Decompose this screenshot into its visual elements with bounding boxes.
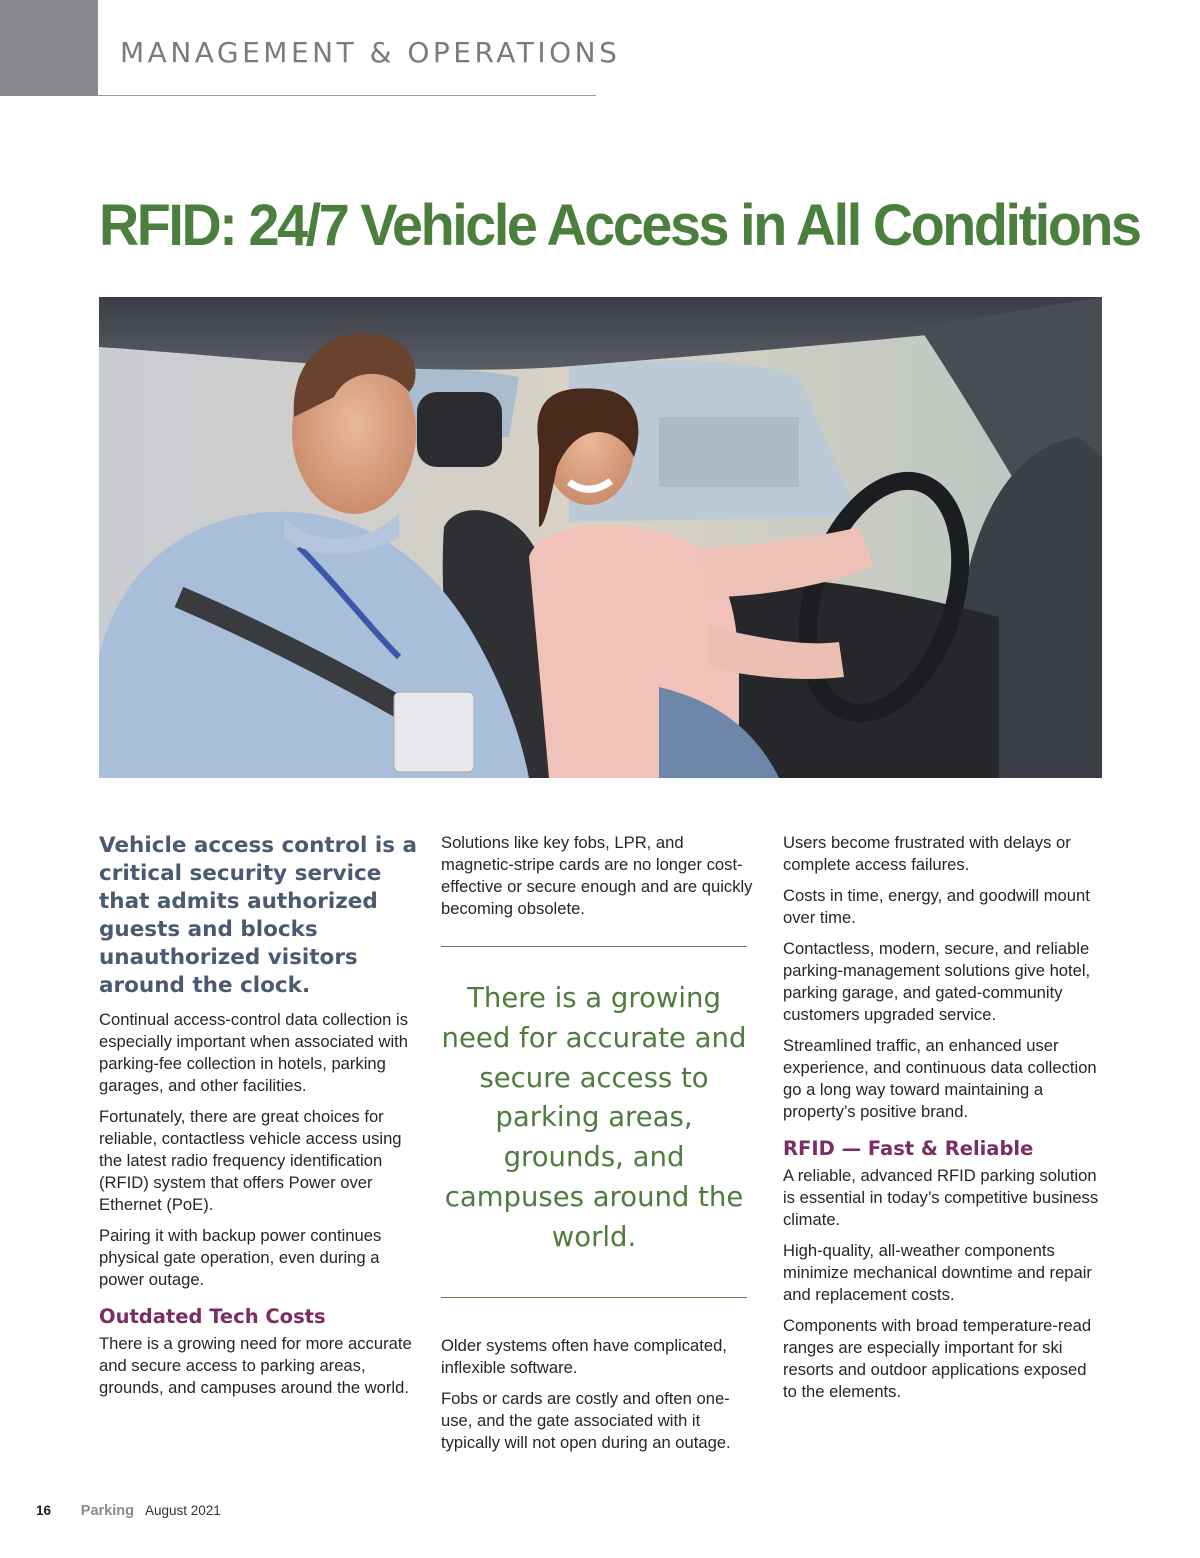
body-paragraph: Streamlined traffic, an enhanced user experience, and continuous data collection go a long way toward maintaining a property’s positive brand. [783, 1036, 1097, 1121]
column-2 [441, 832, 755, 1463]
body-paragraph: There is a growing need for more accurate and secure access to parking areas, grounds, and campuses around the world. [99, 1334, 412, 1397]
header-color-block [0, 0, 98, 96]
body-paragraph: Pairing it with backup power continues physical gate operation, even during a power outage. [99, 1226, 382, 1289]
subhead-outdated-tech-costs: Outdated Tech Costs [99, 1305, 326, 1328]
body-paragraph: Fobs or cards are costly and often one-use, and the gate associated with it typically will not open during an outage. [441, 1388, 731, 1452]
body-paragraph: Solutions like key fobs, LPR, and magnetic-stripe cards are no longer cost-effective or secure enough and are quickly becoming obsolete. [441, 833, 753, 918]
subhead-rfid-fast-reliable: RFID — Fast & Reliable [783, 1137, 1034, 1160]
body-paragraph: High-quality, all-weather components minimize mechanical downtime and repair and replacement costs. [783, 1241, 1092, 1304]
section-header: MANAGEMENT & OPERATIONS [120, 36, 621, 69]
body-paragraph: Fortunately, there are great choices for reliable, contactless vehicle access using the latest radio frequency identification (RFID) system that offers Power over Ethernet (PoE). [99, 1107, 402, 1214]
page-footer [36, 1503, 221, 1519]
column-1 [99, 832, 419, 1408]
hero-photo [99, 297, 1102, 778]
body-paragraph: Costs in time, energy, and goodwill mount over time. [783, 886, 1090, 927]
column-3 [783, 832, 1103, 1412]
page-number: 16 [36, 1503, 52, 1518]
body-paragraph: Older systems often have complicated, inflexible software. [441, 1335, 727, 1377]
pull-quote: There is a growing need for accurate and secure access to parking areas, grounds, and campuses around the world. [441, 982, 747, 1253]
lead-paragraph: Vehicle access control is a critical security service that admits authorized guests and blocks unauthorized visitors around the clock. [99, 833, 418, 998]
article-title: RFID: 24/7 Vehicle Access in All Conditions [99, 193, 1140, 258]
header-rule [98, 95, 596, 96]
body-paragraph: A reliable, advanced RFID parking solution is essential in today’s competitive business climate. [783, 1166, 1099, 1229]
body-paragraph: Users become frustrated with delays or complete access failures. [783, 833, 1071, 874]
issue-date: August 2021 [145, 1503, 221, 1518]
pull-quote-block [441, 946, 747, 1298]
magazine-name: Parking [80, 1503, 134, 1519]
body-paragraph: Components with broad temperature-read ranges are especially important for ski resorts and outdoor applications exposed to the elements. [783, 1316, 1092, 1401]
body-paragraph: Contactless, modern, secure, and reliable parking-management solutions give hotel, parking garage, and gated-community customers upgraded service. [783, 939, 1091, 1024]
body-paragraph: Continual access-control data collection is especially important when associated with parking-fee collection in hotels, parking garages, and other facilities. [99, 1010, 408, 1095]
